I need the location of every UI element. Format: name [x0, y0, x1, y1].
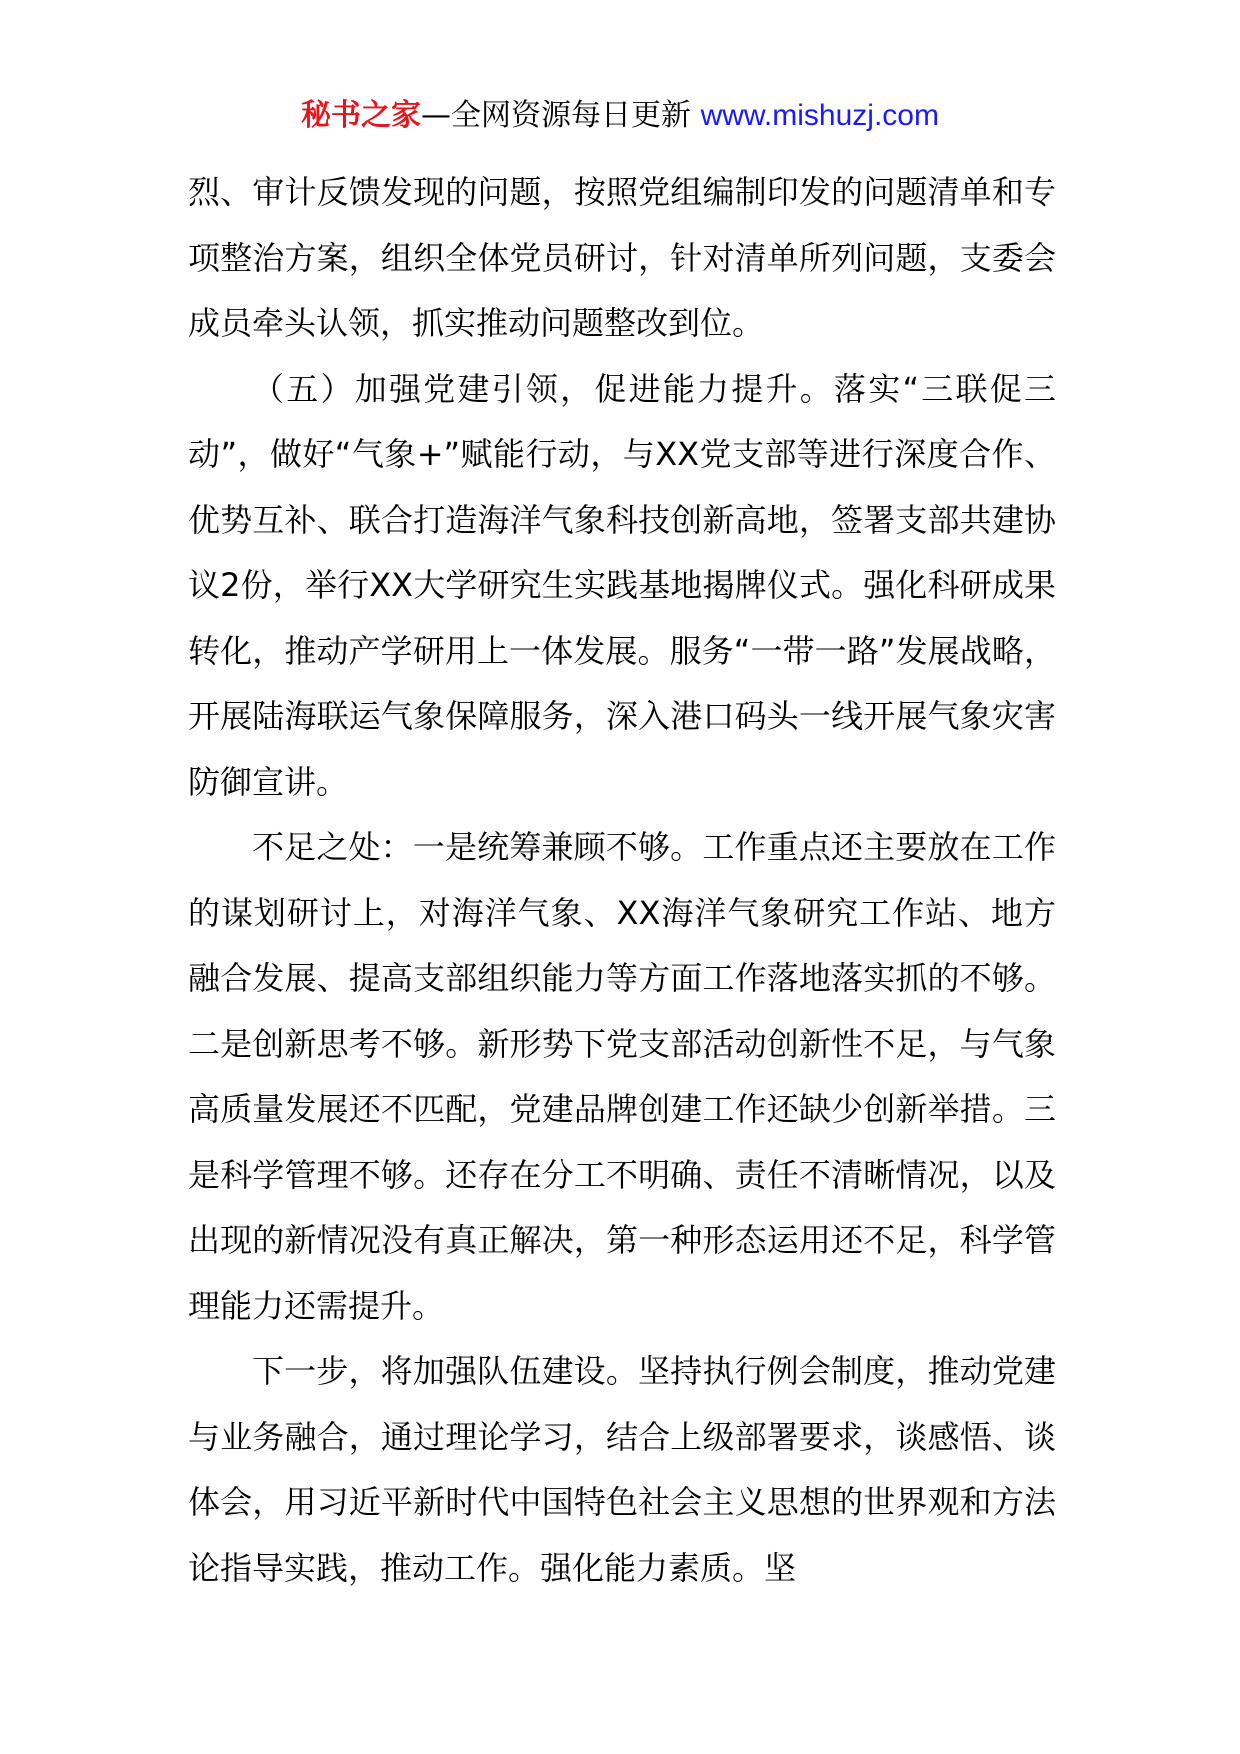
document-body — [188, 160, 1056, 1601]
paragraph-continuation: 烈、审计反馈发现的问题，按照党组编制印发的问题清单和专项整治方案，组织全体党员研讨，针对清单所列问题，支委会成员牵头认领，抓实推动问题整改到位。 — [188, 173, 1056, 342]
paragraph-next-steps: 下一步，将加强队伍建设。坚持执行例会制度，推动党建与业务融合，通过理论学习，结合上级部署要求，谈感悟、谈体会，用习近平新时代中国特色社会主义思想的世界观和方法论指导实践，推动工作。强化能力素质。坚 — [188, 1352, 1056, 1587]
paragraph-party-building: （五）加强党建引领，促进能力提升。落实“三联促三动”，做好“气象+”赋能行动，与XX党支部等进行深度合作、优势互补、联合打造海洋气象科技创新高地，签署支部共建协议2份，举行XX大学研究生实践基地揭牌仪式。强化科研成果转化，推动产学研用上一体发展。服务“一带一路”发展战略，开展陆海联运气象保障服务，深入港口码头一线开展气象灾害防御宣讲。 — [188, 369, 1056, 801]
header-tagline: —全网资源每日更新 — [421, 98, 692, 133]
paragraph-shortcomings: 不足之处：一是统筹兼顾不够。工作重点还主要放在工作的谋划研讨上，对海洋气象、XX海洋气象研究工作站、地方融合发展、提高支部组织能力等方面工作落地落实抓的不够。二是创新思考不够。新形势下党支部活动创新性不足，与气象高质量发展还不匹配，党建品牌创建工作还缺少创新举措。三是科学管理不够。还存在分工不明确、责任不清晰情况，以及出现的新情况没有真正解决，第一种形态运用还不足，科学管理能力还需提升。 — [188, 828, 1056, 1325]
brand-name: 秘书之家 — [301, 98, 422, 133]
header-url-link[interactable]: www.mishuzj.com — [700, 99, 939, 132]
page-header — [0, 96, 1240, 136]
